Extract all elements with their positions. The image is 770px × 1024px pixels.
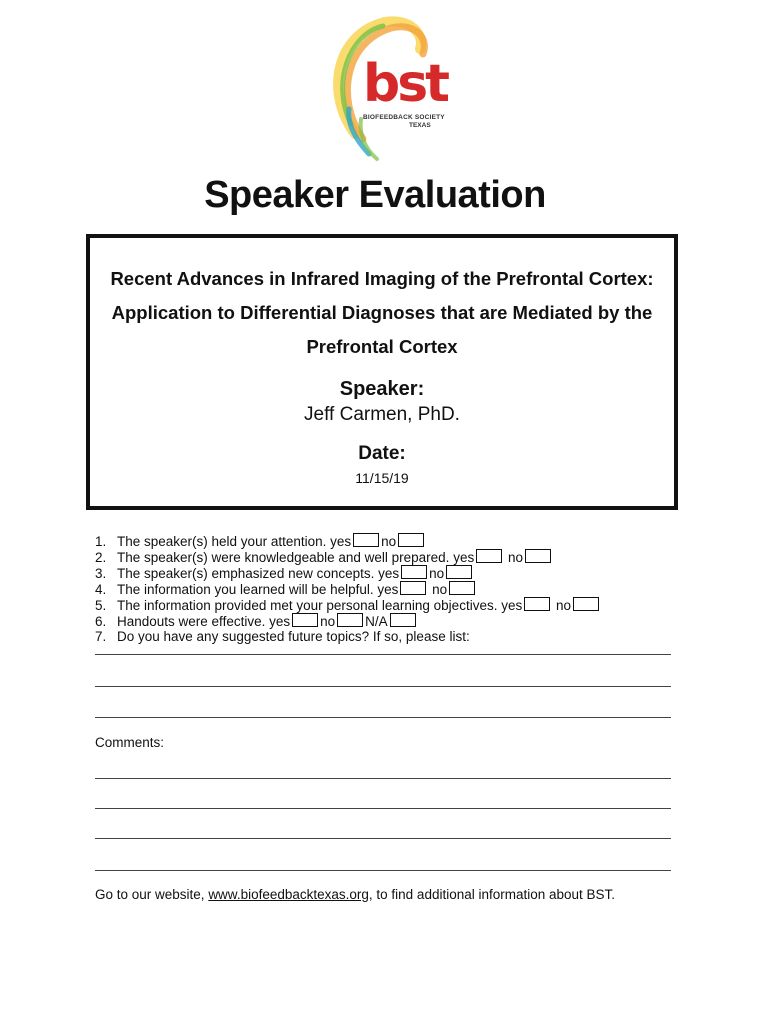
question-number: 3.	[95, 566, 107, 581]
no-checkbox[interactable]	[525, 549, 551, 563]
comments-line-3[interactable]	[95, 838, 671, 839]
question-6	[95, 613, 601, 629]
logo-subtitle-line1: BIOFEEDBACK SOCIETY	[363, 114, 445, 121]
question-number: 6.	[95, 614, 107, 629]
speaker-name: Jeff Carmen, PhD.	[304, 404, 460, 425]
logo-subtitle-line2: TEXAS	[409, 122, 431, 129]
yes-checkbox[interactable]	[476, 549, 502, 563]
comments-line-1[interactable]	[95, 778, 671, 779]
yes-checkbox[interactable]	[401, 565, 427, 579]
question-number: 5.	[95, 598, 107, 613]
question-text: The speaker(s) were knowledgeable and well prepared. yes	[117, 550, 475, 565]
question-text: Handouts were effective. yes	[117, 614, 291, 629]
question-4	[95, 581, 601, 597]
question-5	[95, 597, 601, 613]
question-text: The information you learned will be helpful. yes	[117, 582, 399, 597]
talk-title-line-2: Application to Differential Diagnoses that are Mediated by the	[111, 302, 653, 323]
footer-text	[95, 887, 615, 902]
website-link[interactable]: www.biofeedbacktexas.org	[208, 887, 369, 902]
no-checkbox[interactable]	[449, 581, 475, 595]
question-number: 7.	[95, 629, 107, 644]
na-checkbox[interactable]	[390, 613, 416, 627]
no-label: no	[429, 566, 445, 581]
talk-title	[90, 262, 674, 364]
question-number: 1.	[95, 534, 107, 549]
question-text: The speaker(s) emphasized new concepts. yes	[117, 566, 400, 581]
no-label: no	[507, 550, 523, 565]
no-checkbox[interactable]	[573, 597, 599, 611]
no-label: no	[320, 614, 336, 629]
question-text: The information provided met your personal learning objectives. yes	[117, 598, 523, 613]
question-number: 4.	[95, 582, 107, 597]
yes-checkbox[interactable]	[292, 613, 318, 627]
no-checkbox[interactable]	[398, 533, 424, 547]
question-2	[95, 549, 601, 565]
yes-checkbox[interactable]	[524, 597, 550, 611]
yes-checkbox[interactable]	[353, 533, 379, 547]
question-1	[95, 533, 601, 549]
question-text: Do you have any suggested future topics? If so, please list:	[117, 629, 470, 644]
no-label: no	[381, 534, 397, 549]
speaker-label: Speaker:	[339, 378, 425, 400]
footer-prefix: Go to our website,	[95, 887, 209, 902]
question-text: The speaker(s) held your attention. yes	[117, 534, 352, 549]
na-label: N/A	[365, 614, 388, 629]
comments-line-2[interactable]	[95, 808, 671, 809]
comments-line-4[interactable]	[95, 870, 671, 871]
date-label: Date:	[358, 443, 406, 464]
topics-answer-line-2[interactable]	[95, 686, 671, 687]
question-3	[95, 565, 601, 581]
questions-list	[95, 533, 601, 645]
talk-title-line-1: Recent Advances in Infrared Imaging of the Prefrontal Cortex:	[110, 268, 654, 289]
date-value: 11/15/19	[355, 470, 409, 486]
no-checkbox[interactable]	[337, 613, 363, 627]
question-number: 2.	[95, 550, 107, 565]
no-checkbox[interactable]	[446, 565, 472, 579]
no-label: no	[432, 582, 448, 597]
comments-label: Comments:	[95, 735, 165, 750]
yes-checkbox[interactable]	[400, 581, 426, 595]
page-title: Speaker Evaluation	[204, 174, 546, 216]
topics-answer-line-3[interactable]	[95, 717, 671, 718]
no-label: no	[555, 598, 572, 613]
talk-title-line-3: Prefrontal Cortex	[306, 336, 458, 357]
footer-suffix: , to find additional information about BST.	[368, 887, 616, 902]
topics-answer-line-1[interactable]	[95, 654, 671, 655]
logo-wordmark: bst	[363, 54, 448, 114]
session-info-box	[86, 234, 678, 510]
bst-logo	[325, 14, 448, 164]
question-7	[95, 629, 601, 645]
